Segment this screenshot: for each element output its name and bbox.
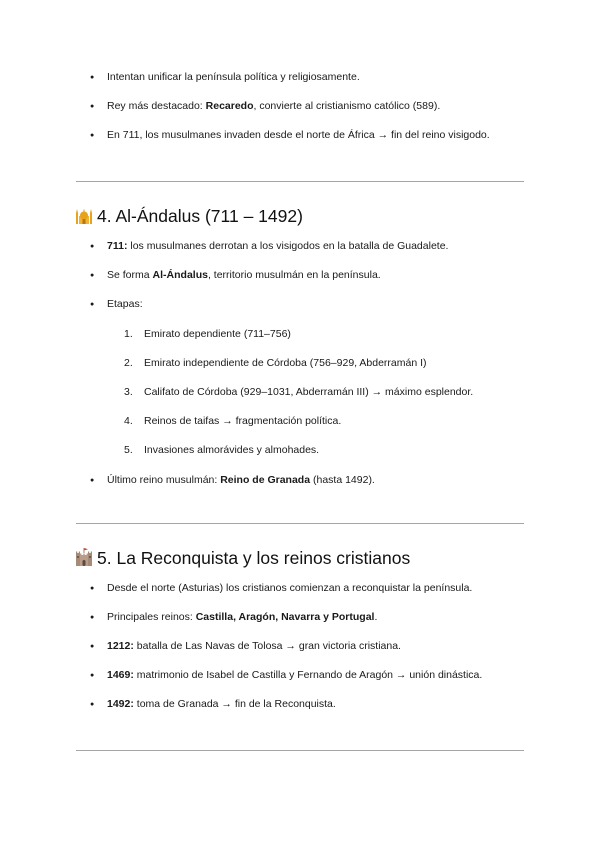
al-andalus-list-end	[90, 474, 560, 487]
intro-list	[90, 71, 560, 142]
al-andalus-list	[90, 240, 560, 311]
list-item: 3. Califato de Córdoba (929–1031, Abderramán III) → máximo esplendor.	[124, 386, 474, 398]
list-item: ● 1492: toma de Granada → fin de la Reconquista.	[90, 698, 560, 711]
list-item: ● Se forma Al-Ándalus, territorio musulmán en la península.	[90, 269, 560, 282]
reconquista-list	[90, 582, 560, 711]
list-item: ● En 711, los musulmanes invaden desde el norte de África → fin del reino visigodo.	[90, 129, 560, 142]
list-item: ● 1469: matrimonio de Isabel de Castilla y Fernando de Aragón → unión dinástica.	[90, 669, 560, 682]
list-item: ● Etapas:	[90, 298, 560, 311]
stages-list	[124, 328, 554, 457]
list-item: 1. Emirato dependiente (711–756)	[124, 328, 291, 340]
list-item: ● 1212: batalla de Las Navas de Tolosa → gran victoria cristiana.	[90, 640, 560, 653]
castle-icon	[74, 547, 94, 567]
list-item: ● Desde el norte (Asturias) los cristianos comienzan a reconquistar la península.	[90, 582, 560, 595]
list-item: ● Principales reinos: Castilla, Aragón, Navarra y Portugal.	[90, 611, 560, 624]
list-item: ● Último reino musulmán: Reino de Granada (hasta 1492).	[90, 474, 560, 487]
section-divider	[76, 750, 524, 751]
section-heading-al-andalus: 4. Al-Ándalus (711 – 1492)	[74, 205, 303, 227]
list-item: 2. Emirato independiente de Córdoba (756–929, Abderramán I)	[124, 357, 427, 369]
section-heading-reconquista: 5. La Reconquista y los reinos cristianos	[74, 547, 410, 569]
list-item: ● 711: los musulmanes derrotan a los visigodos en la batalla de Guadalete.	[90, 240, 560, 253]
section-divider	[76, 181, 524, 182]
list-item: 4. Reinos de taifas → fragmentación política.	[124, 415, 342, 427]
section-divider	[76, 523, 524, 524]
mosque-icon	[74, 205, 94, 225]
list-item: 5. Invasiones almorávides y almohades.	[124, 444, 320, 456]
list-item: ● Rey más destacado: Recaredo, convierte al cristianismo católico (589).	[90, 100, 560, 113]
list-item: ● Intentan unificar la península política y religiosamente.	[90, 71, 560, 84]
